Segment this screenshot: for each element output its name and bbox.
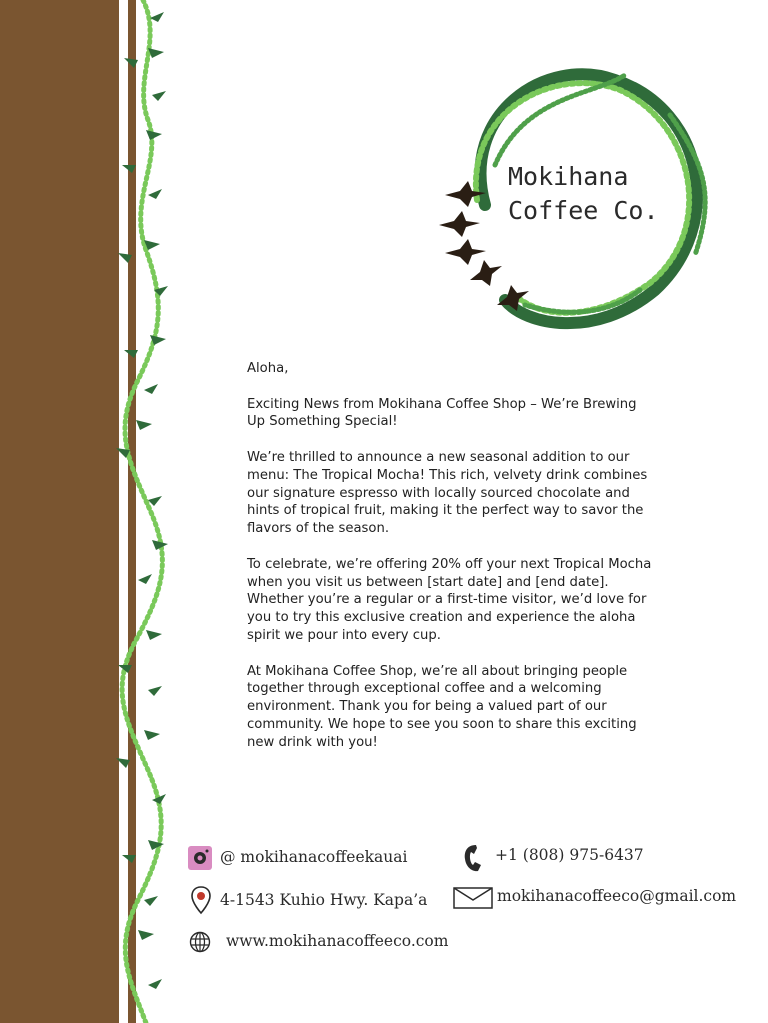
email-address[interactable]: mokihanacoffeeco@gmail.com [497,887,737,905]
headline: Exciting News from Mokihana Coffee Shop – We’re Brewing Up Something Special! [247,396,637,430]
logo-line-2: Coffee Co. [508,196,659,225]
location-pin-icon [190,885,212,915]
logo-line-1: Mokihana [508,162,629,191]
instagram-icon [187,845,213,871]
vine-decoration [108,0,178,1023]
logo-text [508,160,659,228]
phone-icon [462,843,484,873]
globe-icon [189,931,211,953]
paragraph-1: We’re thrilled to announce a new seasonal addition to our menu: The Tropical Mocha! This rich, velvety drink combines our signature espresso with locally sourced chocolate and hints of tropical fruit, making it the perfect way to savor the flavors of the season. [247,449,648,537]
paragraph-2: To celebrate, we’re offering 20% off your next Tropical Mocha when you visit us between [start date] and [end date]. Whether you’re a regular or a first-time visitor, we’d love for you to try this exclusive creation and experience the aloha spirit we pour into every cup. [247,556,652,643]
paragraph-3: At Mokihana Coffee Shop, we’re all about bringing people together through exceptional coffee and a welcoming environment. Thank you for being a valued part of our community. We hope to see you soon to share this exciting new drink with you! [247,663,637,750]
website-link[interactable]: www.mokihanacoffeeco.com [226,932,449,950]
instagram-handle[interactable]: @ mokihanacoffeekauai [220,848,408,866]
left-brown-border [0,0,119,1023]
address: 4-1543 Kuhio Hwy. Kapa’a [220,891,428,909]
phone-number[interactable]: +1 (808) 975-6437 [495,846,644,864]
greeting: Aloha, [247,361,289,376]
letter-body [247,360,652,769]
envelope-icon [453,887,493,909]
